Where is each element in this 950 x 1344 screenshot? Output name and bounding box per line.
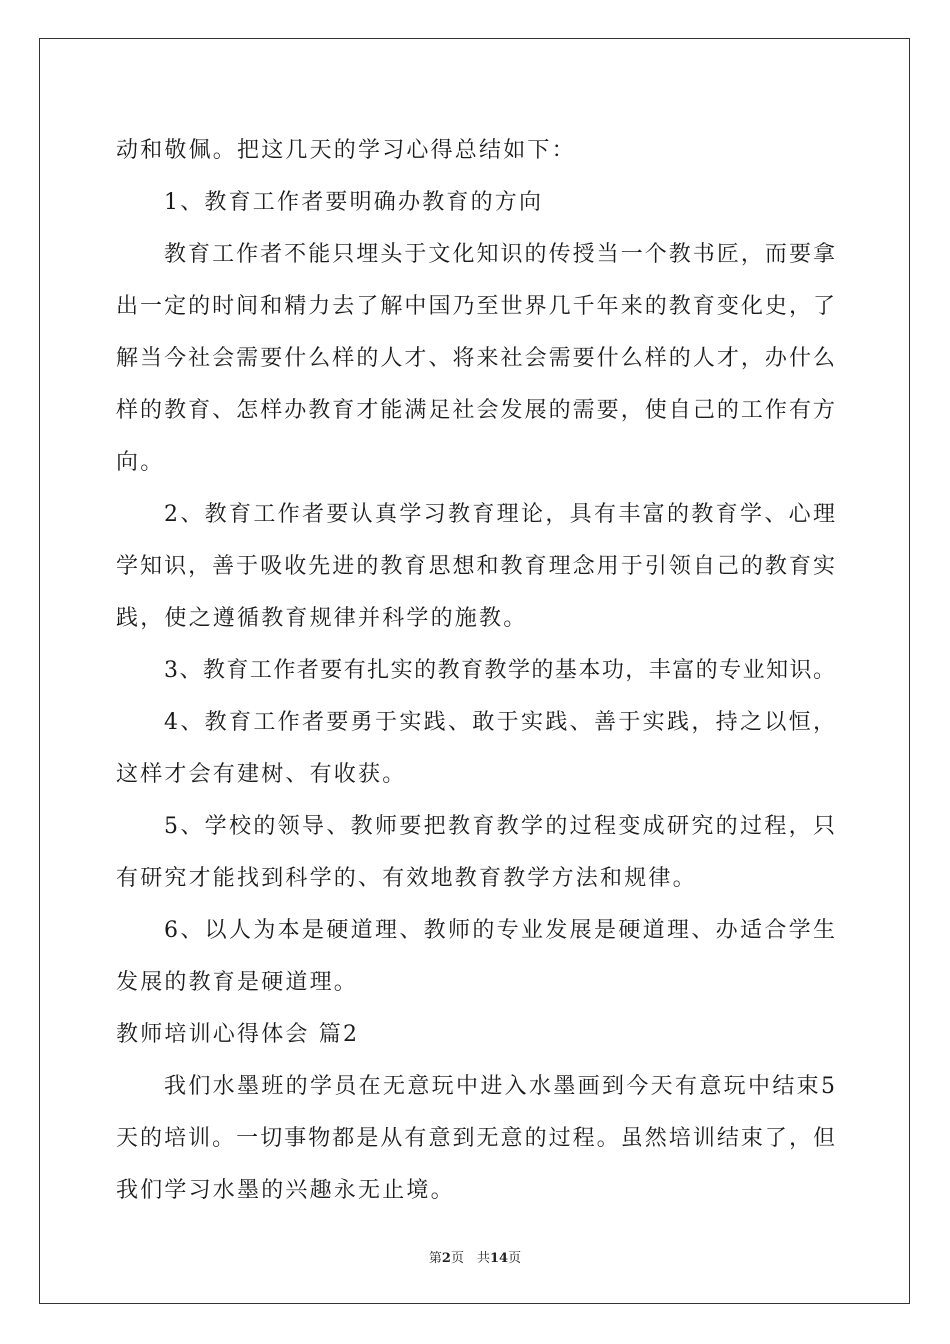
text-line: 学知识，善于吸收先进的教育思想和教育理念用于引领自己的教育实 [116, 554, 836, 579]
page-label-suffix: 页 [508, 1251, 522, 1266]
text-line: 我们水墨班的学员在无意玩中进入水墨画到今天有意玩中结束5 [164, 1074, 836, 1099]
text-line: 1、教育工作者要明确办教育的方向 [164, 190, 544, 215]
text-line: 教育工作者不能只埋头于文化知识的传授当一个教书匠，而要拿 [164, 242, 836, 267]
page-footer [0, 1247, 950, 1266]
section-heading: 教师培训心得体会 篇2 [116, 1022, 360, 1047]
total-page-number: 14 [489, 1251, 509, 1266]
text-line: 这样才会有建树、有收获。 [116, 762, 407, 787]
text-line: 发展的教育是硬道理。 [116, 970, 359, 995]
text-line: 动和敬佩。把这几天的学习心得总结如下： [116, 138, 576, 163]
text-line: 3、教育工作者要有扎实的教育教学的基本功，丰富的专业知识。 [164, 658, 836, 683]
document-body [116, 125, 836, 1217]
text-line: 样的教育、怎样办教育才能满足社会发展的需要，使自己的工作有方 [116, 398, 836, 423]
text-line: 2、教育工作者要认真学习教育理论，具有丰富的教育学、心理 [164, 502, 836, 527]
text-line: 4、教育工作者要勇于实践、敢于实践、善于实践，持之以恒， [164, 710, 836, 735]
text-line: 5、学校的领导、教师要把教育教学的过程变成研究的过程，只 [164, 814, 836, 839]
text-line: 出一定的时间和精力去了解中国乃至世界几千年来的教育变化史，了 [116, 294, 836, 319]
current-page-number: 2 [441, 1251, 451, 1266]
text-line: 6、以人为本是硬道理、教师的专业发展是硬道理、办适合学生 [164, 918, 836, 943]
text-line: 向。 [116, 450, 165, 475]
text-line: 我们学习水墨的兴趣永无止境。 [116, 1178, 455, 1203]
text-line: 有研究才能找到科学的、有效地教育教学方法和规律。 [116, 866, 697, 891]
text-line: 解当今社会需要什么样的人才、将来社会需要什么样的人才，办什么 [116, 346, 836, 371]
text-line: 天的培训。一切事物都是从有意到无意的过程。虽然培训结束了，但 [116, 1126, 836, 1151]
page-label-prefix: 第 [428, 1251, 442, 1266]
page-label-mid: 页 共 [450, 1251, 490, 1266]
text-line: 践，使之遵循教育规律并科学的施教。 [116, 606, 528, 631]
